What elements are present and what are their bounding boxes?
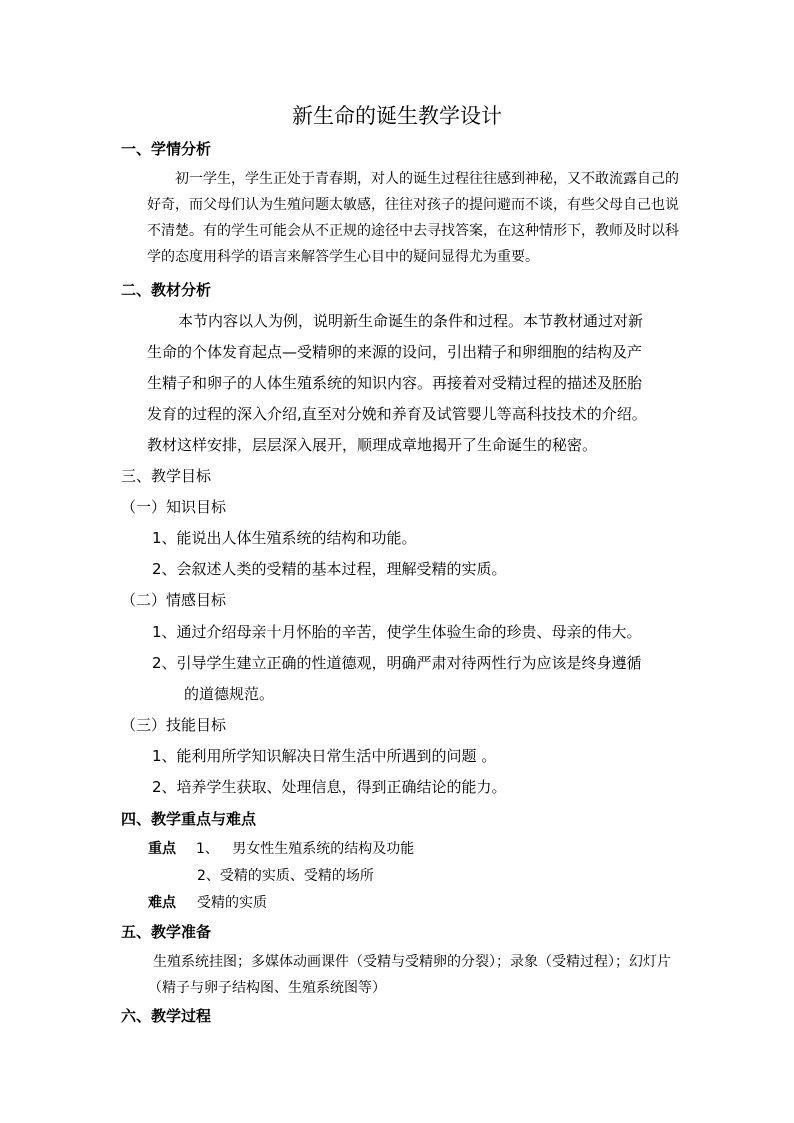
paragraph-line: 生精子和卵子的人体生殖系统的知识内容。再接着对受精过程的描述及胚胎: [147, 374, 643, 392]
section-heading-teaching-objectives: 三、教学目标: [121, 467, 212, 485]
document-title: 新生命的诞生教学设计: [292, 104, 502, 128]
paragraph-line: 学的态度用科学的语言来解答学生心目中的疑问显得尤为重要。: [147, 249, 539, 265]
paragraph-line: 发育的过程的深入介绍,直至对分娩和养育及试管婴儿等高科技技术的介绍。: [147, 405, 647, 423]
objective-item: 1、能利用所学知识解决日常生活中所遇到的问题 。: [152, 747, 497, 765]
objective-item: 2、引导学生建立正确的性道德观，明确严肃对待两性行为应该是终身遵循: [152, 654, 642, 672]
difficulty-label: 难点: [148, 895, 176, 911]
paragraph-line: 生命的个体发育起点—受精卵的来源的设问，引出精子和卵细胞的结构及产: [147, 343, 643, 361]
key-point-label: 重点: [148, 841, 176, 857]
objective-item-continuation: 的道德规范。: [184, 685, 275, 703]
paragraph-line: 生殖系统挂图；多媒体动画课件（受精与受精卵的分裂）；录象（受精过程）；幻灯片: [153, 954, 671, 970]
difficulty-item: 受精的实质: [197, 895, 267, 911]
section-heading-key-points: 四、教学重点与难点: [121, 810, 257, 828]
subheading-knowledge-objectives: （一）知识目标: [121, 498, 227, 516]
paragraph-line: 本节内容以人为例，说明新生命诞生的条件和过程。本节教材通过对新: [178, 312, 644, 330]
paragraph-line: 教材这样安排，层层深入展开，顺理成章地揭开了生命诞生的秘密。: [147, 436, 598, 454]
objective-item: 1、能说出人体生殖系统的结构和功能。: [152, 529, 417, 547]
section-heading-student-analysis: 一、学情分析: [121, 140, 212, 158]
section-heading-teaching-process: 六、教学过程: [121, 1007, 212, 1025]
objective-item: 2、培养学生获取、处理信息，得到正确结论的能力。: [152, 778, 507, 796]
key-point-item: 1、 男女性生殖系统的结构及功能: [196, 841, 415, 857]
objective-item: 1、通过介绍母亲十月怀胎的辛苦，使学生体验生命的珍贵、母亲的伟大。: [152, 623, 642, 641]
subheading-emotion-objectives: （二）情感目标: [121, 591, 227, 609]
paragraph-line: 好奇，而父母们认为生殖问题太敏感，往往对孩子的提问避而不谈，有些父母自己也说: [147, 197, 679, 213]
section-heading-preparation: 五、教学准备: [121, 923, 212, 941]
section-heading-material-analysis: 二、教材分析: [121, 281, 212, 299]
key-point-item: 2、受精的实质、受精的场所: [197, 868, 374, 884]
paragraph-line: （精子与卵子结构图、生殖系统图等）: [148, 980, 386, 996]
paragraph-line: 不清楚。有的学生可能会从不正规的途径中去寻找答案，在这种情形下，教师及时以科: [147, 223, 679, 239]
subheading-skill-objectives: （三）技能目标: [121, 716, 227, 734]
paragraph-line: 初一学生，学生正处于青春期，对人的诞生过程往往感到神秘，又不敢流露自己的: [175, 171, 679, 187]
objective-item: 2、会叙述人类的受精的基本过程，理解受精的实质。: [152, 560, 507, 578]
